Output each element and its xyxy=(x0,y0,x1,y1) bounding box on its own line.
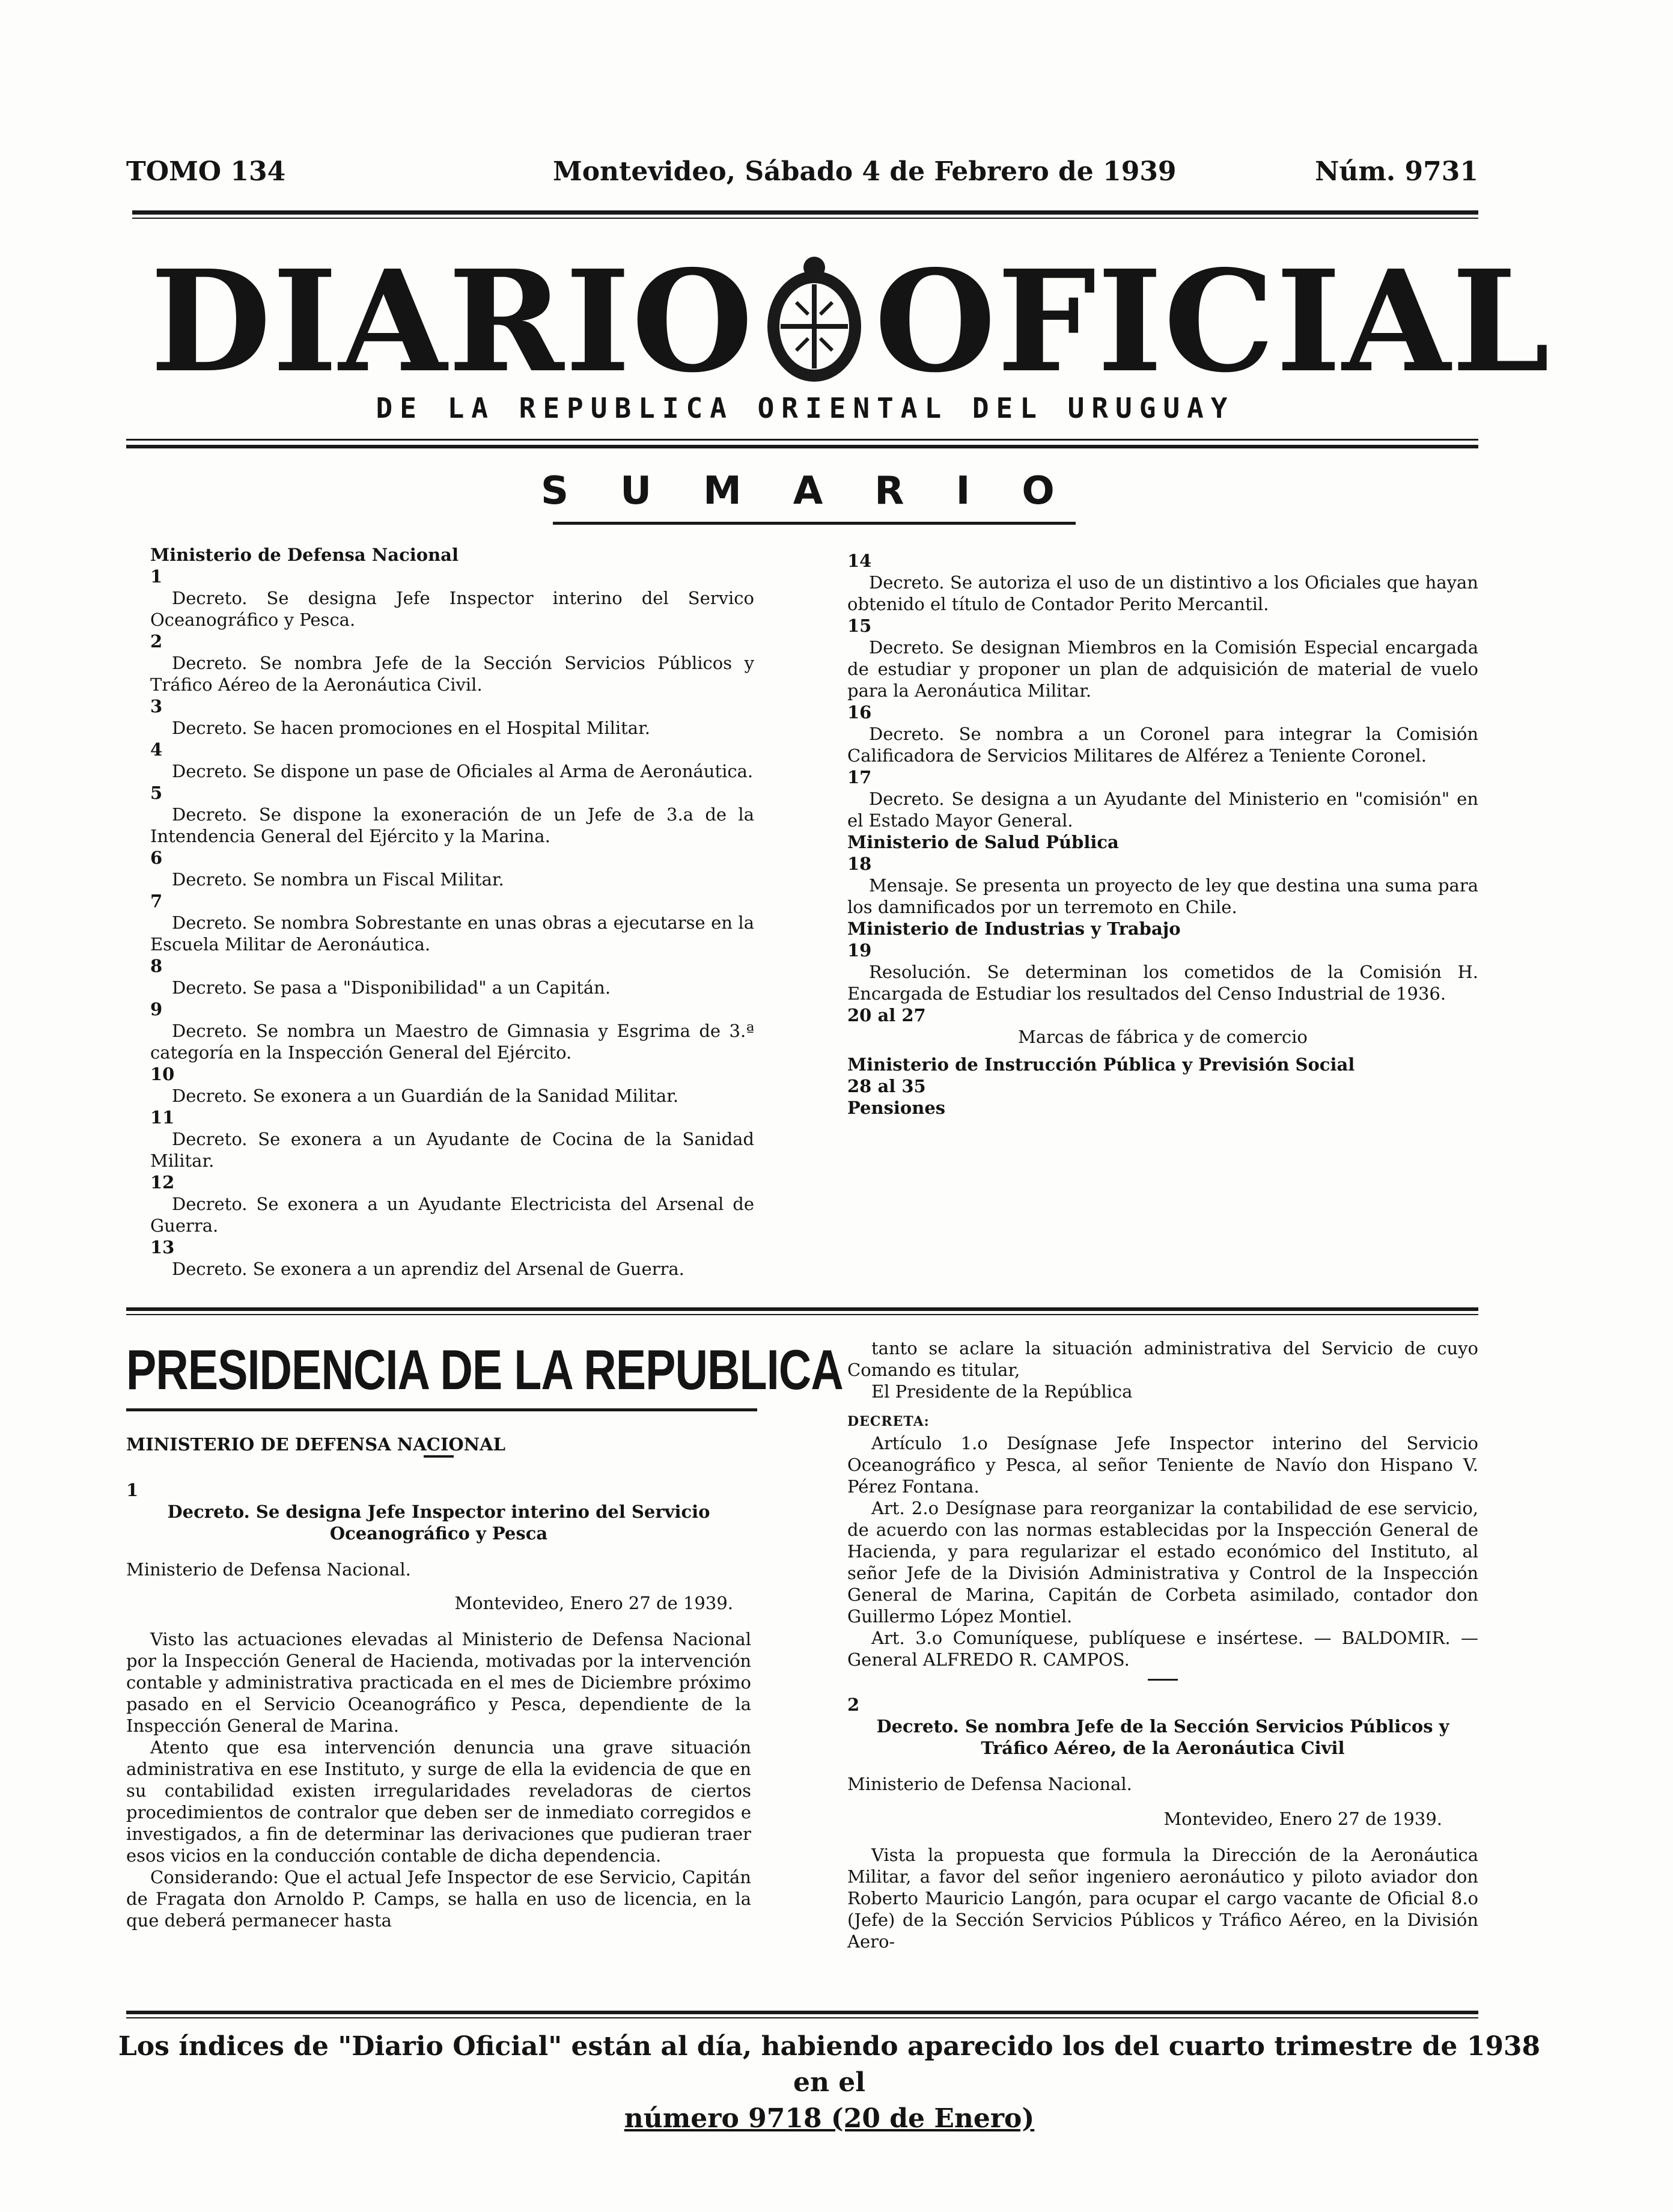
masthead xyxy=(126,156,1478,192)
decree-ministry: Ministerio de Defensa Nacional. xyxy=(126,1559,411,1580)
decree-date: Montevideo, Enero 27 de 1939. xyxy=(1163,1809,1442,1829)
newspaper-title xyxy=(150,239,1551,403)
sumario-entry: Decreto. Se autoriza el uso de un distintivo a los Oficiales que hayan obtenido el título de Contador Perito Mercantil. xyxy=(847,572,1478,614)
sumario-right-list xyxy=(847,550,1478,831)
decreta-label: DECRETA: xyxy=(847,1414,930,1429)
decree-paragraph: tanto se aclare la situación administrativa del Servicio de cuyo Comando es titular, xyxy=(847,1338,1478,1380)
sumario-entry: Decreto. Se exonera a un Ayudante Electricista del Arsenal de Guerra. xyxy=(150,1194,754,1236)
title-rule-thick xyxy=(126,445,1478,448)
footer-notice xyxy=(96,2029,1562,2137)
entry-number: 6 xyxy=(150,848,163,868)
decree-ministry: Ministerio de Defensa Nacional. xyxy=(847,1774,1132,1794)
issue-number: Núm. 9731 xyxy=(1315,156,1478,187)
entry-number: 13 xyxy=(150,1237,175,1257)
decree-article: Art. 2.o Desígnase para reorganizar la contabilidad de ese servicio, de acuerdo con las normas establecidas por la Inspección General de Hacienda, y para regularizar el estado económico del Instituto, al señor Jefe de la División Administrativa y Control de la Inspección General de Marina, Capitán de Corbeta asimilado, contador don Guillermo López Montiel. xyxy=(847,1498,1478,1627)
entry-number: 2 xyxy=(150,631,163,652)
sumario-entry: Pensiones xyxy=(847,1098,946,1118)
sumario-heading: SUMARIO xyxy=(541,469,1106,513)
sumario-entry: Decreto. Se exonera a un aprendiz del Arsenal de Guerra. xyxy=(172,1259,684,1279)
short-rule xyxy=(424,1455,454,1458)
sumario-entry: Decreto. Se exonera a un Guardián de la Sanidad Militar. xyxy=(172,1086,679,1106)
entry-number: 10 xyxy=(150,1064,175,1084)
entry-number: 5 xyxy=(150,783,163,803)
tomo-label: TOMO 134 xyxy=(126,156,286,187)
entry-number: 15 xyxy=(847,616,872,636)
instruccion-heading: Ministerio de Instrucción Pública y Previsión Social xyxy=(847,1054,1355,1075)
entry-number: 11 xyxy=(150,1107,175,1128)
title-rule xyxy=(126,439,1478,441)
decree-title: Decreto. Se designa Jefe Inspector interino del Servicio Oceanográfico y Pesca xyxy=(167,1502,710,1544)
entry-number: 19 xyxy=(847,940,872,961)
sumario-right-column xyxy=(847,550,1478,1119)
footer-rule-thin xyxy=(126,2017,1478,2018)
entry-number: 14 xyxy=(847,551,872,571)
decree-paragraph: Visto las actuaciones elevadas al Ministerio de Defensa Nacional por la Inspección General de Hacienda, motivadas por la intervención contable y administrativa practicada en el mes de Diciembre próximo pasado en el Servicio Oceanográfico y Pesca, dependiente de la Inspección General de Marina. xyxy=(126,1629,751,1736)
sumario-entry: Decreto. Se hacen promociones en el Hospital Militar. xyxy=(172,718,650,738)
sumario-entry: Decreto. Se designa a un Ayudante del Ministerio en "comisión" en el Estado Mayor General. xyxy=(847,789,1478,831)
sumario-entry: Decreto. Se designan Miembros en la Comisión Especial encargada de estudiar y proponer un plan de adquisición de material de vuelo para la Aeronáutica Militar. xyxy=(847,637,1478,701)
dateline: Montevideo, Sábado 4 de Febrero de 1939 xyxy=(553,156,1177,187)
footer-line: número 9718 (20 de Enero) xyxy=(624,2103,1035,2134)
entry-number: 16 xyxy=(847,702,872,723)
sumario-left-list xyxy=(150,566,754,1280)
masthead-rule xyxy=(132,210,1478,215)
section-rule-thin xyxy=(126,1314,1478,1315)
short-rule xyxy=(1148,1679,1178,1681)
sumario-entry: Decreto. Se nombra Sobrestante en unas obras a ejecutarse en la Escuela Militar de Aeronáutica. xyxy=(150,912,754,955)
coat-of-arms-icon xyxy=(754,254,874,389)
sumario-entry: Decreto. Se pasa a "Disponibilidad" a un Capitán. xyxy=(172,977,611,998)
decree-date: Montevideo, Enero 27 de 1939. xyxy=(454,1593,733,1613)
decree-article: Art. 3.o Comuníquese, publíquese e insértese. — BALDOMIR. — General ALFREDO R. CAMPOS. xyxy=(847,1628,1478,1670)
body-left-column xyxy=(126,1434,751,1931)
entry-number: 17 xyxy=(847,767,872,787)
footer-rule xyxy=(126,2011,1478,2014)
decree-paragraph: Vista la propuesta que formula la Dirección de la Aeronáutica Militar, a favor del señor ingeniero aeronáutico y piloto aviador don Roberto Mauricio Langón, para ocupar el cargo vacante de Oficial 8.o (Jefe) de la Sección Servicios Públicos y Tráfico Aéreo, en la División Aero- xyxy=(847,1845,1478,1952)
entry-number: 3 xyxy=(150,696,163,716)
sumario-left-column xyxy=(150,544,754,1280)
decree-number: 1 xyxy=(126,1480,139,1500)
sumario-entry: Mensaje. Se presenta un proyecto de ley que destina una suma para los damnificados por un terremoto en Chile. xyxy=(847,875,1478,917)
entry-number: 9 xyxy=(150,999,163,1019)
decree-title: Decreto. Se nombra Jefe de la Sección Servicios Públicos y Tráfico Aéreo, de la Aeronáutica Civil xyxy=(876,1716,1449,1758)
footer-line: Los índices de "Diario Oficial" están al día, habiendo aparecido los del cuarto trimestre de 1938 en el xyxy=(118,2031,1541,2098)
decree-number: 2 xyxy=(847,1694,860,1715)
sumario-entry: Decreto. Se exonera a un Ayudante de Cocina de la Sanidad Militar. xyxy=(150,1129,754,1171)
entry-number: 28 al 35 xyxy=(847,1076,926,1096)
entry-number: 12 xyxy=(150,1172,175,1193)
entry-number: 18 xyxy=(847,854,872,874)
sumario-entry: Decreto. Se dispone un pase de Oficiales al Arma de Aeronáutica. xyxy=(172,761,754,781)
sumario-entry: Resolución. Se determinan los cometidos de la Comisión H. Encargada de Estudiar los resultados del Censo Industrial de 1936. xyxy=(847,962,1478,1004)
entry-number: 4 xyxy=(150,739,163,760)
decree-paragraph: Considerando: Que el actual Jefe Inspector de ese Servicio, Capitán de Fragata don Arnoldo P. Camps, se halla en uso de licencia, en la que deberá permanecer hasta xyxy=(126,1867,751,1931)
presidencia-heading: PRESIDENCIA DE LA REPUBLICA xyxy=(126,1338,843,1401)
sumario-entry: Marcas de fábrica y de comercio xyxy=(1018,1027,1308,1047)
sumario-entry: Decreto. Se nombra Jefe de la Sección Servicios Públicos y Tráfico Aéreo de la Aeronáutica Civil. xyxy=(150,653,754,695)
decree-article: Artículo 1.o Desígnase Jefe Inspector interino del Servicio Oceanográfico y Pesca, al señor Teniente de Navío don Hispano V. Pérez Fontana. xyxy=(847,1433,1478,1497)
entry-number: 8 xyxy=(150,956,163,976)
sumario-entry: Decreto. Se nombra a un Coronel para integrar la Comisión Calificadora de Servicios Militares de Alférez a Teniente Coronel. xyxy=(847,724,1478,766)
title-subtitle: DE LA REPUBLICA ORIENTAL DEL URUGUAY xyxy=(376,392,1235,424)
sumario-entry: Decreto. Se nombra un Maestro de Gimnasia y Esgrima de 3.ª categoría en la Inspección General del Ejército. xyxy=(150,1021,754,1063)
entry-number: 7 xyxy=(150,891,163,911)
decree-paragraph: El Presidente de la República xyxy=(871,1381,1133,1402)
title-right: OFICIAL xyxy=(874,239,1551,403)
decree-paragraph: Atento que esa intervención denuncia una grave situación administrativa en ese Instituto, y surge de ella la evidencia de que en su contabilidad existen irregularidades reveladoras de ciertos procedimientos de contralor que deben ser de inmediato corregidos e investigados, a fin de determinar las derivaciones que pudieran traer esos vicios en la conducción contable de dicha dependencia. xyxy=(126,1737,751,1866)
ministry-heading: Ministerio de Defensa Nacional xyxy=(150,545,459,565)
section-rule xyxy=(126,1307,1478,1311)
title-left: DIARIO xyxy=(150,239,755,403)
sumario-rule xyxy=(553,522,1076,525)
industrias-heading: Ministerio de Industrias y Trabajo xyxy=(847,918,1181,939)
sumario-entry: Decreto. Se designa Jefe Inspector interino del Servico Oceanográfico y Pesca. xyxy=(150,588,754,630)
salud-heading: Ministerio de Salud Pública xyxy=(847,832,1119,852)
masthead-rule-thin xyxy=(132,218,1478,219)
sumario-entry: Decreto. Se dispone la exoneración de un Jefe de 3.a de la Intendencia General del Ejército y la Marina. xyxy=(150,804,754,846)
ministry-heading: MINISTERIO DE DEFENSA NACIONAL xyxy=(126,1434,506,1455)
body-right-column xyxy=(847,1337,1478,1952)
sumario-entry: Decreto. Se nombra un Fiscal Militar. xyxy=(172,869,504,890)
presidencia-rule xyxy=(126,1408,757,1411)
entry-number: 1 xyxy=(150,566,163,587)
entry-number: 20 al 27 xyxy=(847,1005,926,1025)
